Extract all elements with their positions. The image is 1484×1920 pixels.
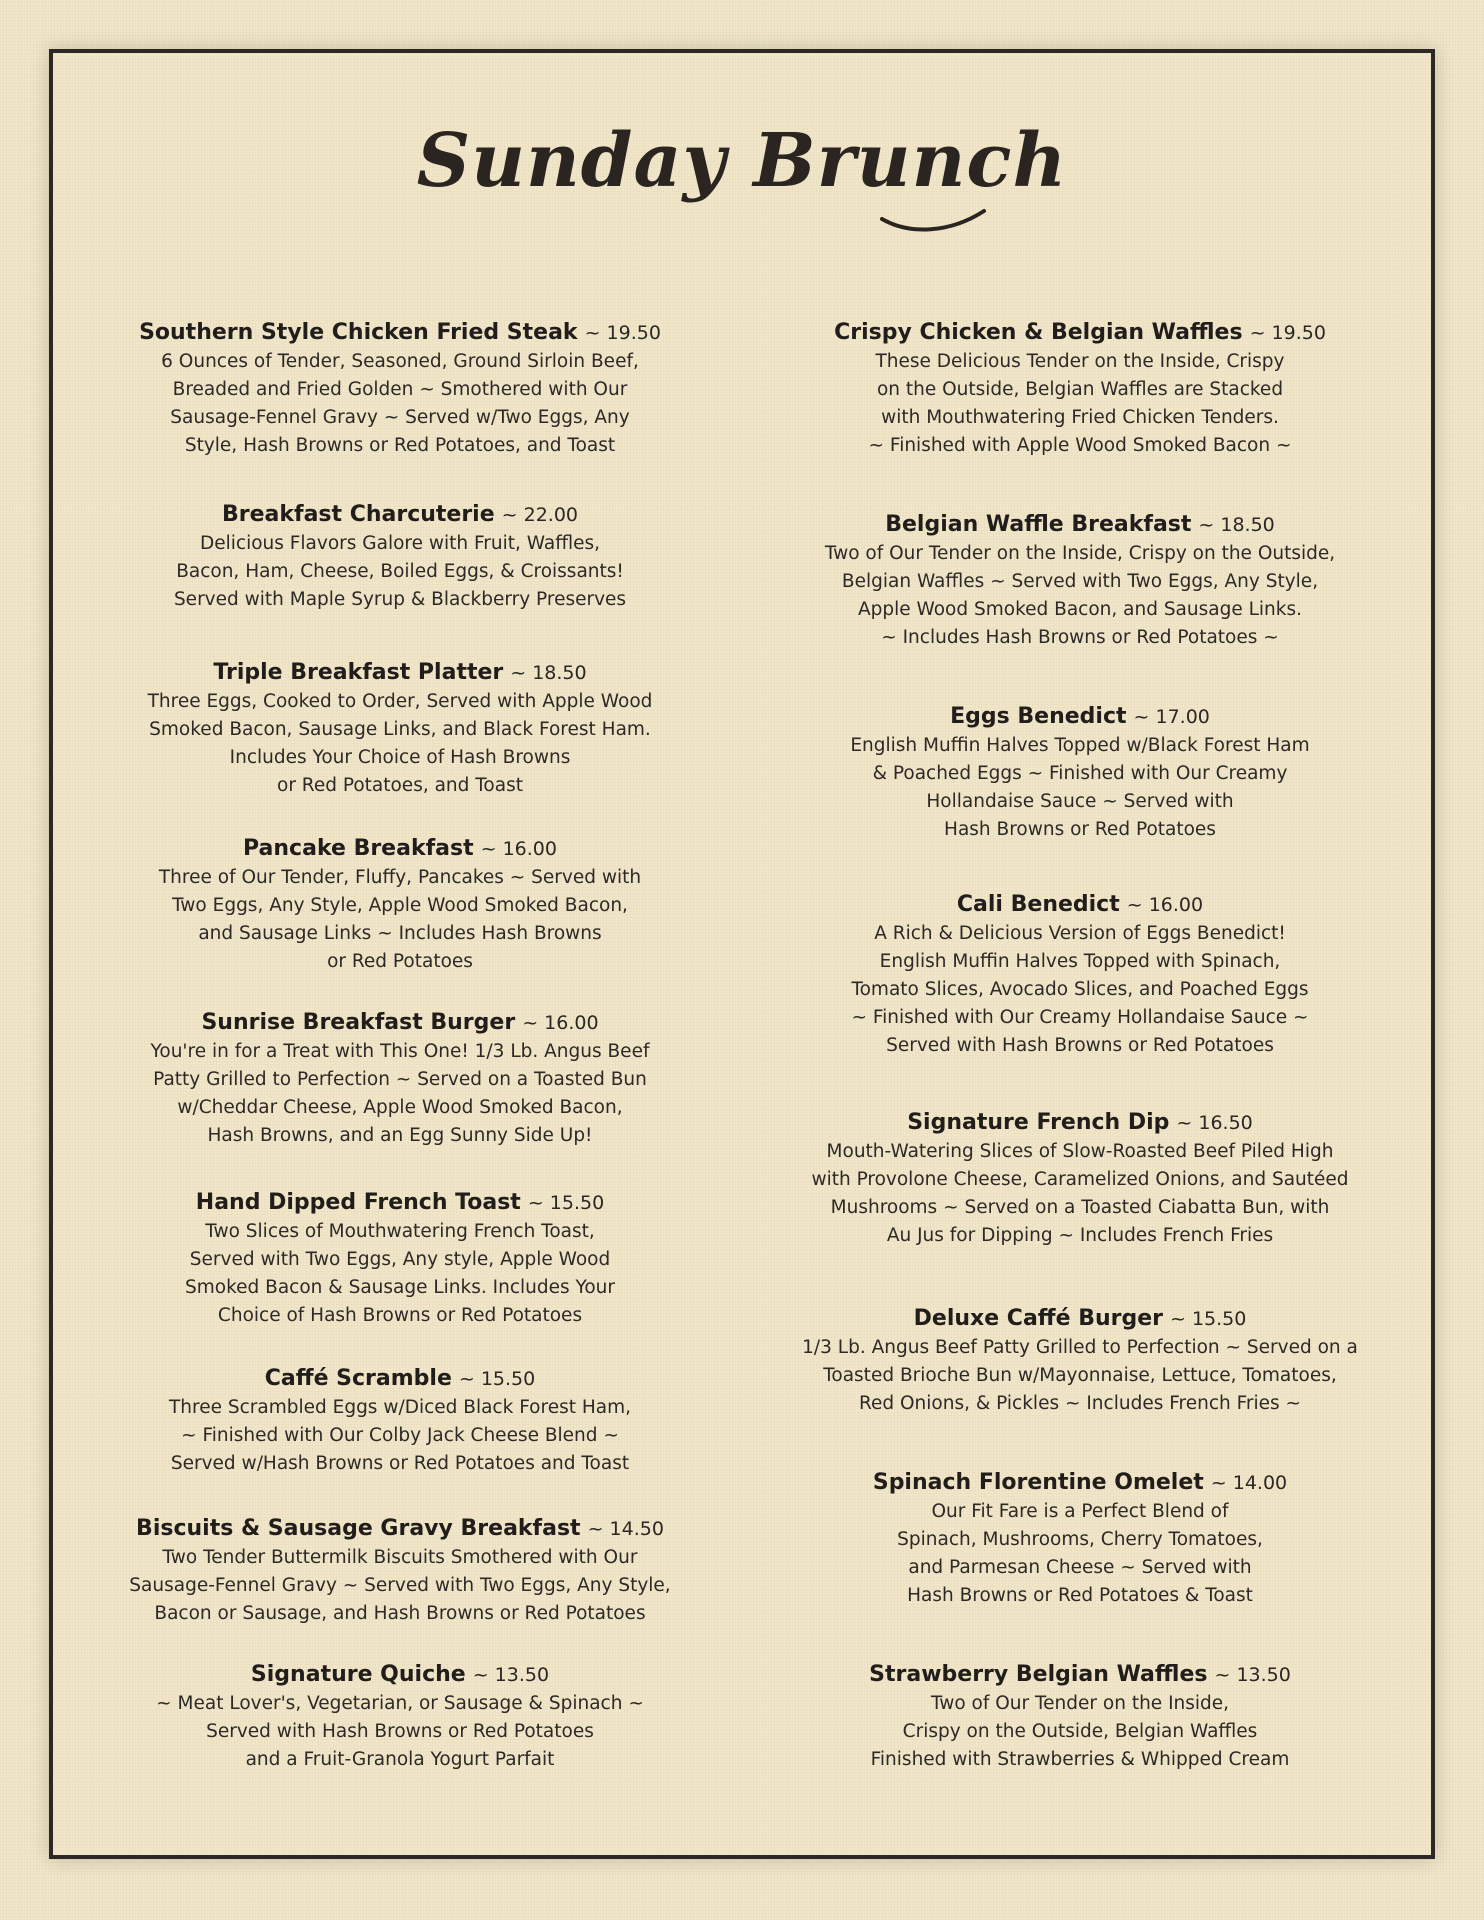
description-line: Mouth-Watering Slices of Slow-Roasted Beef Piled High <box>826 1141 1334 1162</box>
description-line: A Rich & Delicious Version of Eggs Benedict! <box>874 923 1286 944</box>
description-line: Three Eggs, Cooked to Order, Served with Apple Wood <box>147 691 653 712</box>
description-line: ~ Finished with Apple Wood Smoked Bacon ~ <box>868 435 1292 456</box>
description-line: 6 Ounces of Tender, Seasoned, Ground Sirloin Beef, <box>161 351 639 372</box>
menu-item <box>790 1108 1370 1250</box>
item-price: ~ 13.50 <box>472 1664 550 1686</box>
description-line: Served with Two Eggs, Any style, Apple Wood <box>189 1249 611 1270</box>
item-name: Biscuits & Sausage Gravy Breakfast <box>136 1516 581 1541</box>
item-price: ~ 17.00 <box>1133 706 1210 728</box>
item-name: Breakfast Charcuterie <box>221 502 495 527</box>
menu-item <box>790 1660 1370 1774</box>
item-description <box>790 732 1370 844</box>
item-name: Eggs Benedict <box>950 704 1127 729</box>
menu-item <box>790 318 1370 460</box>
menu-item <box>790 510 1370 652</box>
menu-item <box>110 834 690 976</box>
item-description <box>110 864 690 976</box>
item-description <box>110 348 690 460</box>
item-price: ~ 18.50 <box>1198 514 1275 536</box>
description-line: and Parmesan Cheese ~ Served with <box>908 1557 1252 1578</box>
item-name: Caffé Scramble <box>264 1366 452 1391</box>
description-line: on the Outside, Belgian Waffles are Stacked <box>876 379 1284 400</box>
menu-item <box>110 318 690 460</box>
menu-item <box>110 658 690 800</box>
description-line: Apple Wood Smoked Bacon, and Sausage Links. <box>857 599 1303 620</box>
menu-item <box>110 1008 690 1150</box>
description-line: Hollandaise Sauce ~ Served with <box>926 791 1234 812</box>
item-price: ~ 14.00 <box>1210 1472 1288 1494</box>
description-line: Red Onions, & Pickles ~ Includes French Fries ~ <box>858 1393 1302 1414</box>
item-price: ~ 15.50 <box>1170 1308 1247 1330</box>
menu-item <box>110 500 690 614</box>
description-line: Served w/Hash Browns or Red Potatoes and Toast <box>170 1453 630 1474</box>
item-description <box>790 1498 1370 1610</box>
item-name: Sunrise Breakfast Burger <box>201 1010 516 1035</box>
item-price: ~ 18.50 <box>510 662 587 684</box>
item-price: ~ 16.50 <box>1176 1112 1253 1134</box>
description-line: with Provolone Cheese, Caramelized Onions, and Sautéed <box>811 1169 1349 1190</box>
item-price: ~ 22.00 <box>501 504 579 526</box>
item-name: Belgian Waffle Breakfast <box>885 512 1192 537</box>
item-name: Deluxe Caffé Burger <box>913 1306 1163 1331</box>
menu-item <box>110 1188 690 1330</box>
item-description <box>110 530 690 614</box>
description-line: & Poached Eggs ~ Finished with Our Creamy <box>872 763 1288 784</box>
description-line: Hash Browns or Red Potatoes <box>944 819 1216 840</box>
item-description <box>110 1038 690 1150</box>
description-line: Bacon or Sausage, and Hash Browns or Red Potatoes <box>154 1603 646 1624</box>
description-line: Spinach, Mushrooms, Cherry Tomatoes, <box>897 1529 1263 1550</box>
item-price: ~ 15.50 <box>458 1368 536 1390</box>
description-line: ~ Meat Lover's, Vegetarian, or Sausage & Spinach ~ <box>156 1693 644 1714</box>
description-line: Two Tender Buttermilk Biscuits Smothered with Our <box>162 1547 638 1568</box>
description-line: Our Fit Fare is a Perfect Blend of <box>931 1501 1229 1522</box>
menu-item <box>110 1364 690 1478</box>
description-line: Finished with Strawberries & Whipped Cream <box>870 1749 1290 1770</box>
description-line: Served with Hash Browns or Red Potatoes <box>886 1035 1274 1056</box>
description-line: Delicious Flavors Galore with Fruit, Waffles, <box>199 533 601 554</box>
description-line: Served with Maple Syrup & Blackberry Preserves <box>173 589 627 610</box>
item-name: Pancake Breakfast <box>243 836 474 861</box>
item-name: Strawberry Belgian Waffles <box>869 1662 1208 1687</box>
item-name: Crispy Chicken & Belgian Waffles <box>834 320 1243 345</box>
description-line: ~ Finished with Our Creamy Hollandaise Sauce ~ <box>851 1007 1309 1028</box>
menu-item <box>790 890 1370 1060</box>
item-name: Hand Dipped French Toast <box>195 1190 521 1215</box>
description-line: Toasted Brioche Bun w/Mayonnaise, Lettuce, Tomatoes, <box>823 1365 1337 1386</box>
description-line: Choice of Hash Browns or Red Potatoes <box>217 1305 583 1326</box>
item-price: ~ 13.50 <box>1214 1664 1291 1686</box>
item-description <box>110 688 690 800</box>
item-price: ~ 16.00 <box>522 1012 599 1034</box>
menu-item <box>110 1660 690 1774</box>
description-line: Breaded and Fried Golden ~ Smothered with Our <box>172 379 628 400</box>
description-line: You're in for a Treat with This One! 1/3 Lb. Angus Beef <box>150 1041 650 1062</box>
description-line: 1/3 Lb. Angus Beef Patty Grilled to Perfection ~ Served on a <box>802 1337 1358 1358</box>
item-name: Triple Breakfast Platter <box>213 660 504 685</box>
description-line: Hash Browns, and an Egg Sunny Side Up! <box>207 1125 593 1146</box>
item-description <box>790 348 1370 460</box>
description-line: and Sausage Links ~ Includes Hash Browns <box>198 923 602 944</box>
description-line: Mushrooms ~ Served on a Toasted Ciabatta Bun, with <box>830 1197 1330 1218</box>
description-line: English Muffin Halves Topped w/Black Forest Ham <box>850 735 1310 756</box>
item-price: ~ 19.50 <box>1249 322 1326 344</box>
item-price: ~ 15.50 <box>527 1192 605 1214</box>
item-description <box>110 1394 690 1478</box>
description-line: with Mouthwatering Fried Chicken Tenders. <box>881 407 1279 428</box>
description-line: Style, Hash Browns or Red Potatoes, and Toast <box>184 435 616 456</box>
item-description <box>110 1218 690 1330</box>
item-price: ~ 16.00 <box>480 838 557 860</box>
menu-item <box>790 702 1370 844</box>
description-line: Two of Our Tender on the Inside, Crispy on the Outside, <box>824 543 1336 564</box>
description-line: Three of Our Tender, Fluffy, Pancakes ~ Served with <box>158 867 642 888</box>
description-line: or Red Potatoes, and Toast <box>277 775 523 796</box>
item-description <box>790 1334 1370 1418</box>
description-line: Three Scrambled Eggs w/Diced Black Forest Ham, <box>169 1397 631 1418</box>
description-line: and a Fruit-Granola Yogurt Parfait <box>245 1749 555 1770</box>
description-line: Au Jus for Dipping ~ Includes French Fries <box>886 1225 1274 1246</box>
description-line: Sausage-Fennel Gravy ~ Served with Two Eggs, Any Style, <box>129 1575 671 1596</box>
description-line: Two Slices of Mouthwatering French Toast, <box>205 1221 595 1242</box>
item-price: ~ 19.50 <box>584 322 661 344</box>
description-line: or Red Potatoes <box>327 951 473 972</box>
item-description <box>110 1544 690 1628</box>
description-line: Two Eggs, Any Style, Apple Wood Smoked Bacon, <box>172 895 628 916</box>
item-price: ~ 16.00 <box>1126 894 1204 916</box>
description-line: Smoked Bacon & Sausage Links. Includes Your <box>185 1277 615 1298</box>
description-line: Crispy on the Outside, Belgian Waffles <box>902 1721 1258 1742</box>
description-line: Served with Hash Browns or Red Potatoes <box>206 1721 594 1742</box>
item-description <box>110 1690 690 1774</box>
menu-title: Sunday Brunch <box>416 118 1068 204</box>
item-description <box>790 1138 1370 1250</box>
description-line: Belgian Waffles ~ Served with Two Eggs, Any Style, <box>841 571 1319 592</box>
menu-item <box>790 1468 1370 1610</box>
description-line: Includes Your Choice of Hash Browns <box>229 747 571 768</box>
description-line: Sausage-Fennel Gravy ~ Served w/Two Eggs, Any <box>170 407 630 428</box>
menu-item <box>790 1304 1370 1418</box>
item-price: ~ 14.50 <box>587 1518 664 1540</box>
item-description <box>790 1690 1370 1774</box>
description-line: These Delicious Tender on the Inside, Crispy <box>875 351 1285 372</box>
item-name: Spinach Florentine Omelet <box>872 1470 1204 1495</box>
item-description <box>790 920 1370 1060</box>
item-name: Signature Quiche <box>250 1662 466 1687</box>
description-line: Patty Grilled to Perfection ~ Served on a Toasted Bun <box>153 1069 647 1090</box>
description-line: w/Cheddar Cheese, Apple Wood Smoked Bacon, <box>177 1097 623 1118</box>
description-line: English Muffin Halves Topped with Spinach, <box>879 951 1281 972</box>
item-name: Signature French Dip <box>907 1110 1170 1135</box>
item-description <box>790 540 1370 652</box>
description-line: Bacon, Ham, Cheese, Boiled Eggs, & Croissants! <box>176 561 624 582</box>
title-swash-decoration <box>880 205 990 235</box>
description-line: ~ Includes Hash Browns or Red Potatoes ~ <box>881 627 1279 648</box>
description-line: Smoked Bacon, Sausage Links, and Black Forest Ham. <box>149 719 651 740</box>
description-line: Tomato Slices, Avocado Slices, and Poached Eggs <box>851 979 1309 1000</box>
description-line: Hash Browns or Red Potatoes & Toast <box>907 1585 1253 1606</box>
item-name: Southern Style Chicken Fried Steak <box>139 320 578 345</box>
item-name: Cali Benedict <box>956 892 1120 917</box>
menu-item <box>110 1514 690 1628</box>
description-line: Two of Our Tender on the Inside, <box>930 1693 1230 1714</box>
description-line: ~ Finished with Our Colby Jack Cheese Blend ~ <box>181 1425 619 1446</box>
